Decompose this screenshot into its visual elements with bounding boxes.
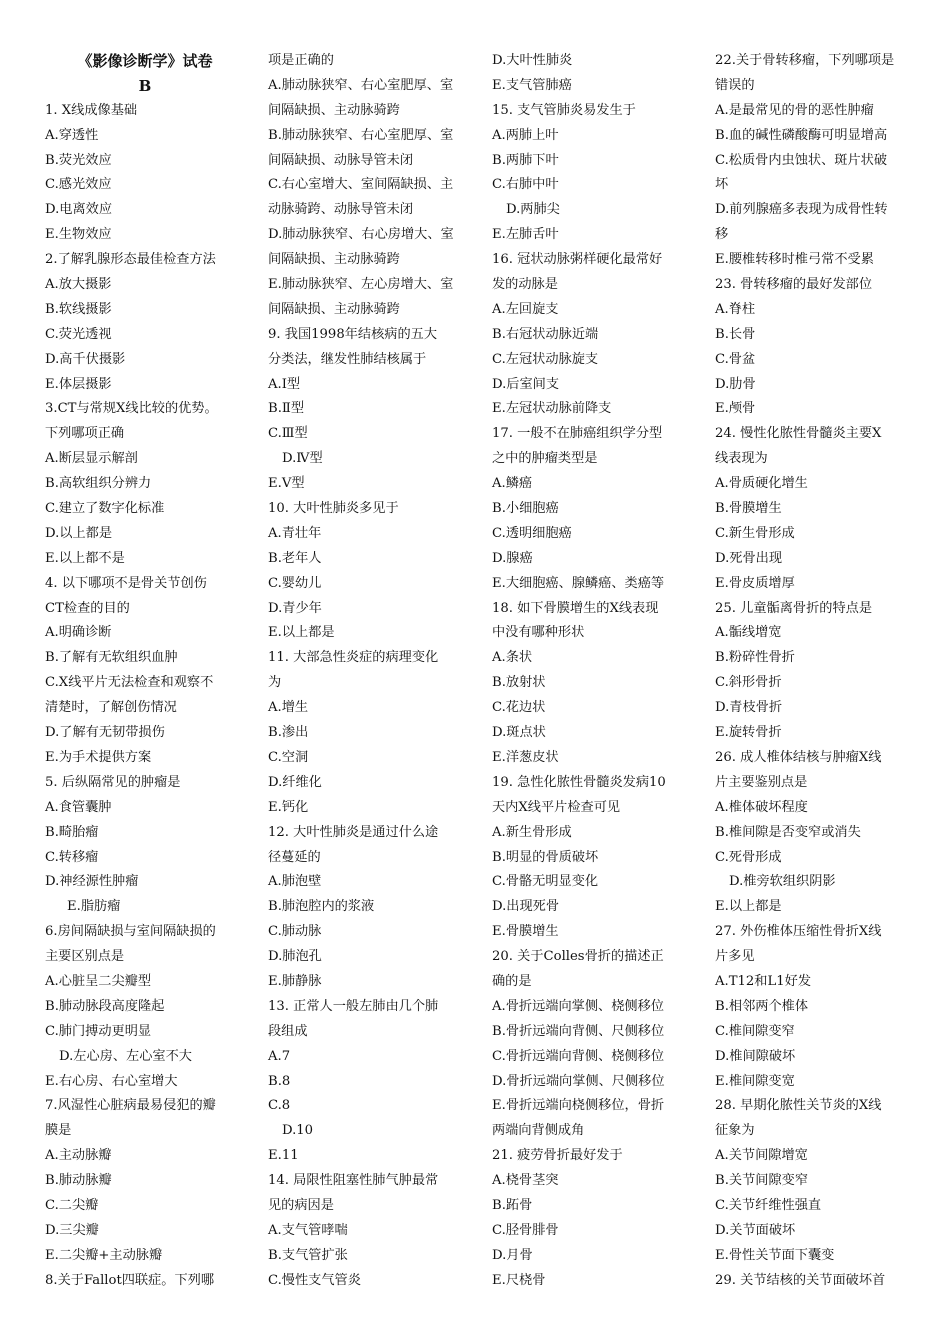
text-line: D.三尖瓣 — [45, 1222, 99, 1238]
text-line: B.关节间隙变窄 — [715, 1173, 809, 1189]
text-line: E.尺桡骨 — [492, 1272, 546, 1288]
text-line: 间隔缺损、动脉导管未闭 — [268, 152, 414, 168]
text-line: A.Ⅰ型 — [268, 376, 301, 392]
text-line: 16. 冠状动脉粥样硬化最常好 — [492, 252, 663, 268]
text-line: 26. 成人椎体结核与肿瘤X线 — [715, 749, 882, 765]
exam-title-line: B — [138, 76, 152, 95]
text-line: E.旋转骨折 — [715, 725, 782, 741]
text-line: 天内X线平片检查可见 — [492, 799, 621, 815]
text-line: 20. 关于Colles骨折的描述正 — [492, 949, 664, 965]
text-line: A.肺动脉狭窄、右心室肥厚、室 — [268, 77, 454, 93]
text-line: A.两肺上叶 — [492, 127, 559, 143]
text-line: B.右冠状动脉近端 — [492, 326, 599, 342]
text-line: A.明确诊断 — [45, 625, 112, 641]
text-line: E.腰椎转移时椎弓常不受累 — [715, 252, 874, 268]
text-line: C.骨骼无明显变化 — [492, 874, 599, 890]
text-line: A.穿透性 — [45, 127, 99, 143]
text-line: 项是正确的 — [268, 53, 334, 68]
text-line: A.肺泡壁 — [268, 874, 322, 890]
text-line: 移 — [715, 227, 729, 243]
text-line: A.鳞癌 — [492, 476, 533, 492]
column-2 — [268, 49, 468, 1294]
text-line: E.左肺舌叶 — [492, 227, 559, 243]
text-line: C.关节纤维性强直 — [715, 1197, 822, 1213]
text-line: 间隔缺损、主动脉骑跨 — [268, 301, 400, 317]
text-line: D.肺泡孔 — [268, 949, 322, 965]
text-line: 错误的 — [715, 77, 755, 93]
text-line: A.7 — [268, 1048, 291, 1064]
text-line: 间隔缺损、主动脉骑跨 — [268, 252, 400, 268]
text-line: 29. 关节结核的关节面破坏首 — [715, 1272, 886, 1288]
text-line: B.畸胎瘤 — [45, 824, 99, 840]
text-line: 段组成 — [268, 1023, 308, 1039]
text-line: D.斑点状 — [492, 725, 546, 741]
text-line: 27. 外伤椎体压缩性骨折X线 — [715, 924, 882, 940]
text-line: E.二尖瓣+主动脉瓣 — [45, 1247, 163, 1263]
text-line: 下列哪项正确 — [45, 426, 125, 442]
text-line: A.条状 — [492, 650, 533, 666]
text-line: 分类法，继发性肺结核属于 — [268, 351, 427, 367]
text-line: B.明显的骨质破坏 — [492, 849, 599, 865]
text-line: 14. 局限性阻塞性肺气肿最常 — [268, 1173, 439, 1189]
text-line: CT检查的目的 — [45, 600, 130, 616]
text-line: 见的病因是 — [268, 1197, 334, 1213]
text-line: C.左冠状动脉旋支 — [492, 351, 599, 367]
column-4 — [715, 49, 915, 1294]
text-line: B.Ⅱ型 — [268, 401, 305, 417]
text-line: D.前列腺癌多表现为成骨性转 — [715, 202, 888, 218]
text-line: D.月骨 — [492, 1247, 533, 1263]
text-line: C.Ⅲ型 — [268, 426, 308, 442]
text-line: E.骨膜增生 — [492, 924, 559, 940]
text-line: E.椎间隙变宽 — [715, 1073, 795, 1089]
text-line: 7.风湿性心脏病最易侵犯的瓣 — [45, 1098, 216, 1114]
text-line: C.8 — [268, 1098, 291, 1114]
text-line: D.后室间支 — [492, 376, 560, 392]
text-line: D.纤维化 — [268, 774, 322, 790]
text-line: 3.CT与常规X线比较的优势。 — [45, 401, 218, 417]
text-line: C.椎间隙变窄 — [715, 1023, 795, 1039]
text-line: 15. 支气管肺炎易发生于 — [492, 102, 636, 118]
text-line: A.支气管哮喘 — [268, 1222, 348, 1238]
text-line: E.以上都是 — [715, 899, 782, 915]
text-line: E.以上都不是 — [45, 550, 125, 566]
text-line: D.腺癌 — [492, 550, 533, 566]
text-line: 膜是 — [45, 1123, 72, 1139]
text-line: B.荧光效应 — [45, 152, 112, 168]
text-line: 确的是 — [492, 973, 532, 989]
text-line: 13. 正常人一般左肺由几个肺 — [268, 998, 439, 1014]
text-line: B.肺动脉狭窄、右心室肥厚、室 — [268, 127, 454, 143]
text-line: E.以上都是 — [268, 625, 335, 641]
text-line: A.椎体破坏程度 — [715, 799, 808, 815]
text-line: E.肺静脉 — [268, 973, 322, 989]
text-line: C.空洞 — [268, 749, 309, 765]
text-line: A.主动脉瓣 — [45, 1148, 112, 1164]
text-line: D.出现死骨 — [492, 899, 560, 915]
text-line: A.骺线增宽 — [715, 625, 782, 641]
text-line: C.婴幼儿 — [268, 575, 322, 591]
text-line: E.Ⅴ型 — [268, 476, 305, 492]
text-line: D.骨折远端向掌侧、尺侧移位 — [492, 1073, 665, 1089]
text-line: B.肺动脉瓣 — [45, 1173, 112, 1189]
text-line: B.两肺下叶 — [492, 152, 559, 168]
text-line: D.10 — [282, 1123, 314, 1139]
text-line: D.高千伏摄影 — [45, 351, 126, 367]
text-line: 2.了解乳腺形态最佳检查方法 — [45, 252, 216, 268]
column-1 — [45, 49, 245, 1294]
text-line: E.颅骨 — [715, 401, 756, 417]
text-line: 17. 一般不在肺癌组织学分型 — [492, 426, 663, 442]
text-line: 8.关于Fallot四联症。下列哪 — [45, 1272, 215, 1288]
text-line: 发的动脉是 — [492, 277, 558, 293]
text-line: C.骨盆 — [715, 351, 756, 367]
text-line: 23. 骨转移瘤的最好发部位 — [715, 277, 873, 293]
text-line: A.放大摄影 — [45, 277, 112, 293]
text-line: A.断层显示解剖 — [45, 451, 138, 467]
text-line: B.老年人 — [268, 550, 322, 566]
text-line: B.高软组织分辨力 — [45, 476, 152, 492]
text-line: 征象为 — [715, 1123, 755, 1139]
text-line: 两端向背侧成角 — [492, 1123, 585, 1139]
text-line: D.死骨出现 — [715, 550, 783, 566]
text-line: B.血的碱性磷酸酶可明显增高 — [715, 127, 888, 143]
exam-title-line: 《影像诊断学》试卷 — [77, 52, 213, 70]
text-line: A.桡骨茎突 — [492, 1173, 559, 1189]
text-line: 片主要鉴别点是 — [715, 774, 808, 790]
text-line: E.骨折远端向桡侧移位，骨折 — [492, 1098, 665, 1114]
text-line: B.软线摄影 — [45, 301, 112, 317]
text-line: A.T12和L1好发 — [715, 973, 812, 989]
text-line: 24. 慢性化脓性骨髓炎主要X — [715, 426, 882, 442]
text-line: D.椎间隙破坏 — [715, 1048, 796, 1064]
text-line: D.以上都是 — [45, 525, 113, 541]
text-line: E.11 — [268, 1148, 299, 1164]
text-line: D.电离效应 — [45, 202, 113, 218]
text-line: C.透明细胞癌 — [492, 525, 572, 541]
text-line: B.支气管扩张 — [268, 1247, 348, 1263]
text-line: 22.关于骨转移瘤，下列哪项是 — [715, 53, 895, 68]
text-line: D.肋骨 — [715, 376, 756, 392]
text-line: D.椎旁软组织阴影 — [729, 874, 836, 890]
text-line: 线表现为 — [715, 451, 768, 467]
text-line: E.右心房、右心室增大 — [45, 1073, 178, 1089]
text-line: C.建立了数字化标准 — [45, 501, 165, 517]
text-line: C.右心室增大、室间隔缺损、主 — [268, 177, 454, 193]
text-line: 18. 如下骨膜增生的X线表现 — [492, 600, 659, 616]
text-line: B.跖骨 — [492, 1197, 533, 1213]
text-line: C.松质骨内虫蚀状、斑片状破 — [715, 152, 888, 168]
text-line: D.大叶性肺炎 — [492, 53, 573, 68]
text-line: B.肺动脉段高度隆起 — [45, 998, 165, 1014]
text-line: B.渗出 — [268, 725, 309, 741]
text-line: A.是最常见的骨的恶性肿瘤 — [715, 102, 874, 118]
text-line: 6.房间隔缺损与室间隔缺损的 — [45, 924, 216, 940]
text-line: 5. 后纵隔常见的肿瘤是 — [45, 774, 181, 790]
text-line: C.X线平片无法检查和观察不 — [45, 675, 214, 691]
text-line: E.左冠状动脉前降支 — [492, 401, 612, 417]
text-line: 中没有哪种形状 — [492, 625, 585, 641]
text-line: E.生物效应 — [45, 227, 112, 243]
column-3 — [492, 49, 692, 1294]
text-line: B.8 — [268, 1073, 291, 1089]
text-line: D.青枝骨折 — [715, 700, 783, 716]
text-line: E.体层摄影 — [45, 376, 112, 392]
text-line: C.花边状 — [492, 700, 546, 716]
text-line: 坏 — [715, 177, 729, 193]
text-line: 1. X线成像基础 — [45, 102, 138, 118]
text-line: 12. 大叶性肺炎是通过什么途 — [268, 824, 439, 840]
text-line: 10. 大叶性肺炎多见于 — [268, 501, 399, 517]
text-line: A.关节间隙增宽 — [715, 1148, 808, 1164]
text-line: C.斜形骨折 — [715, 675, 782, 691]
text-line: B.小细胞癌 — [492, 501, 559, 517]
text-line: D.肺动脉狭窄、右心房增大、室 — [268, 227, 454, 243]
text-line: A.脊柱 — [715, 301, 756, 317]
text-line: C.死骨形成 — [715, 849, 782, 865]
text-line: D.Ⅳ型 — [282, 451, 323, 467]
text-line: B.骨膜增生 — [715, 501, 782, 517]
text-line: D.神经源性肿瘤 — [45, 874, 139, 890]
text-line: D.了解有无韧带损伤 — [45, 725, 165, 741]
text-line: C.新生骨形成 — [715, 525, 795, 541]
text-line: A.青壮年 — [268, 525, 322, 541]
text-line: A.心脏呈二尖瓣型 — [45, 973, 152, 989]
text-line: E.大细胞癌、腺鳞癌、类癌等 — [492, 575, 665, 591]
text-line: 为 — [268, 675, 282, 691]
text-line: C.胫骨腓骨 — [492, 1222, 559, 1238]
text-line: B.椎间隙是否变窄或消失 — [715, 824, 861, 840]
text-line: E.脂肪瘤 — [67, 899, 121, 915]
text-line: E.肺动脉狭窄、左心房增大、室 — [268, 277, 454, 293]
text-line: B.粉碎性骨折 — [715, 650, 795, 666]
text-line: 动脉骑跨、动脉导管未闭 — [268, 202, 414, 218]
text-line: D.关节面破坏 — [715, 1222, 796, 1238]
text-line: B.骨折远端向背侧、尺侧移位 — [492, 1023, 665, 1039]
text-line: A.新生骨形成 — [492, 824, 572, 840]
text-line: C.肺动脉 — [268, 924, 322, 940]
text-line: A.食管囊肿 — [45, 799, 112, 815]
text-line: A.左回旋支 — [492, 301, 559, 317]
text-line: B.肺泡腔内的浆液 — [268, 899, 375, 915]
text-line: B.长骨 — [715, 326, 756, 342]
text-line: C.肺门搏动更明显 — [45, 1023, 152, 1039]
text-line: 28. 早期化脓性关节炎的X线 — [715, 1098, 882, 1114]
text-line: E.骨性关节面下囊变 — [715, 1247, 835, 1263]
text-line: E.支气管肺癌 — [492, 77, 572, 93]
text-line: 25. 儿童骺离骨折的特点是 — [715, 600, 873, 616]
text-line: B.了解有无软组织血肿 — [45, 650, 178, 666]
text-line: C.骨折远端向背侧、桡侧移位 — [492, 1048, 665, 1064]
text-line: C.右肺中叶 — [492, 177, 559, 193]
text-line: 4. 以下哪项不是骨关节创伤 — [45, 575, 207, 591]
text-line: 清楚时，了解创伤情况 — [45, 700, 177, 716]
text-line: E.洋葱皮状 — [492, 749, 559, 765]
text-line: 间隔缺损、主动脉骑跨 — [268, 102, 400, 118]
text-line: 之中的肿瘤类型是 — [492, 451, 598, 467]
text-line: 21. 疲劳骨折最好发于 — [492, 1148, 623, 1164]
text-line: B.相邻两个椎体 — [715, 998, 809, 1014]
text-line: 11. 大部急性炎症的病理变化 — [268, 650, 439, 666]
text-line: C.荧光透视 — [45, 326, 112, 342]
text-line: D.两肺尖 — [506, 202, 560, 218]
text-line: E.钙化 — [268, 799, 309, 815]
text-line: C.感光效应 — [45, 177, 112, 193]
text-line: D.青少年 — [268, 600, 322, 616]
text-line: C.转移瘤 — [45, 849, 99, 865]
text-line: 径蔓延的 — [268, 849, 321, 865]
text-line: 9. 我国1998年结核病的五大 — [268, 326, 438, 342]
text-line: C.慢性支气管炎 — [268, 1272, 361, 1288]
text-line: 片多见 — [715, 949, 755, 965]
text-line: D.左心房、左心室不大 — [59, 1048, 192, 1064]
text-line: A.增生 — [268, 700, 309, 716]
text-line: E.为手术提供方案 — [45, 749, 152, 765]
text-line: C.二尖瓣 — [45, 1197, 99, 1213]
text-line: 19. 急性化脓性骨髓炎发病10 — [492, 774, 666, 790]
text-line: B.放射状 — [492, 675, 546, 691]
text-line: A.骨质硬化增生 — [715, 476, 808, 492]
text-line: A.骨折远端向掌侧、桡侧移位 — [492, 998, 664, 1014]
text-line: E.骨皮质增厚 — [715, 575, 795, 591]
text-line: 主要区别点是 — [45, 949, 125, 965]
